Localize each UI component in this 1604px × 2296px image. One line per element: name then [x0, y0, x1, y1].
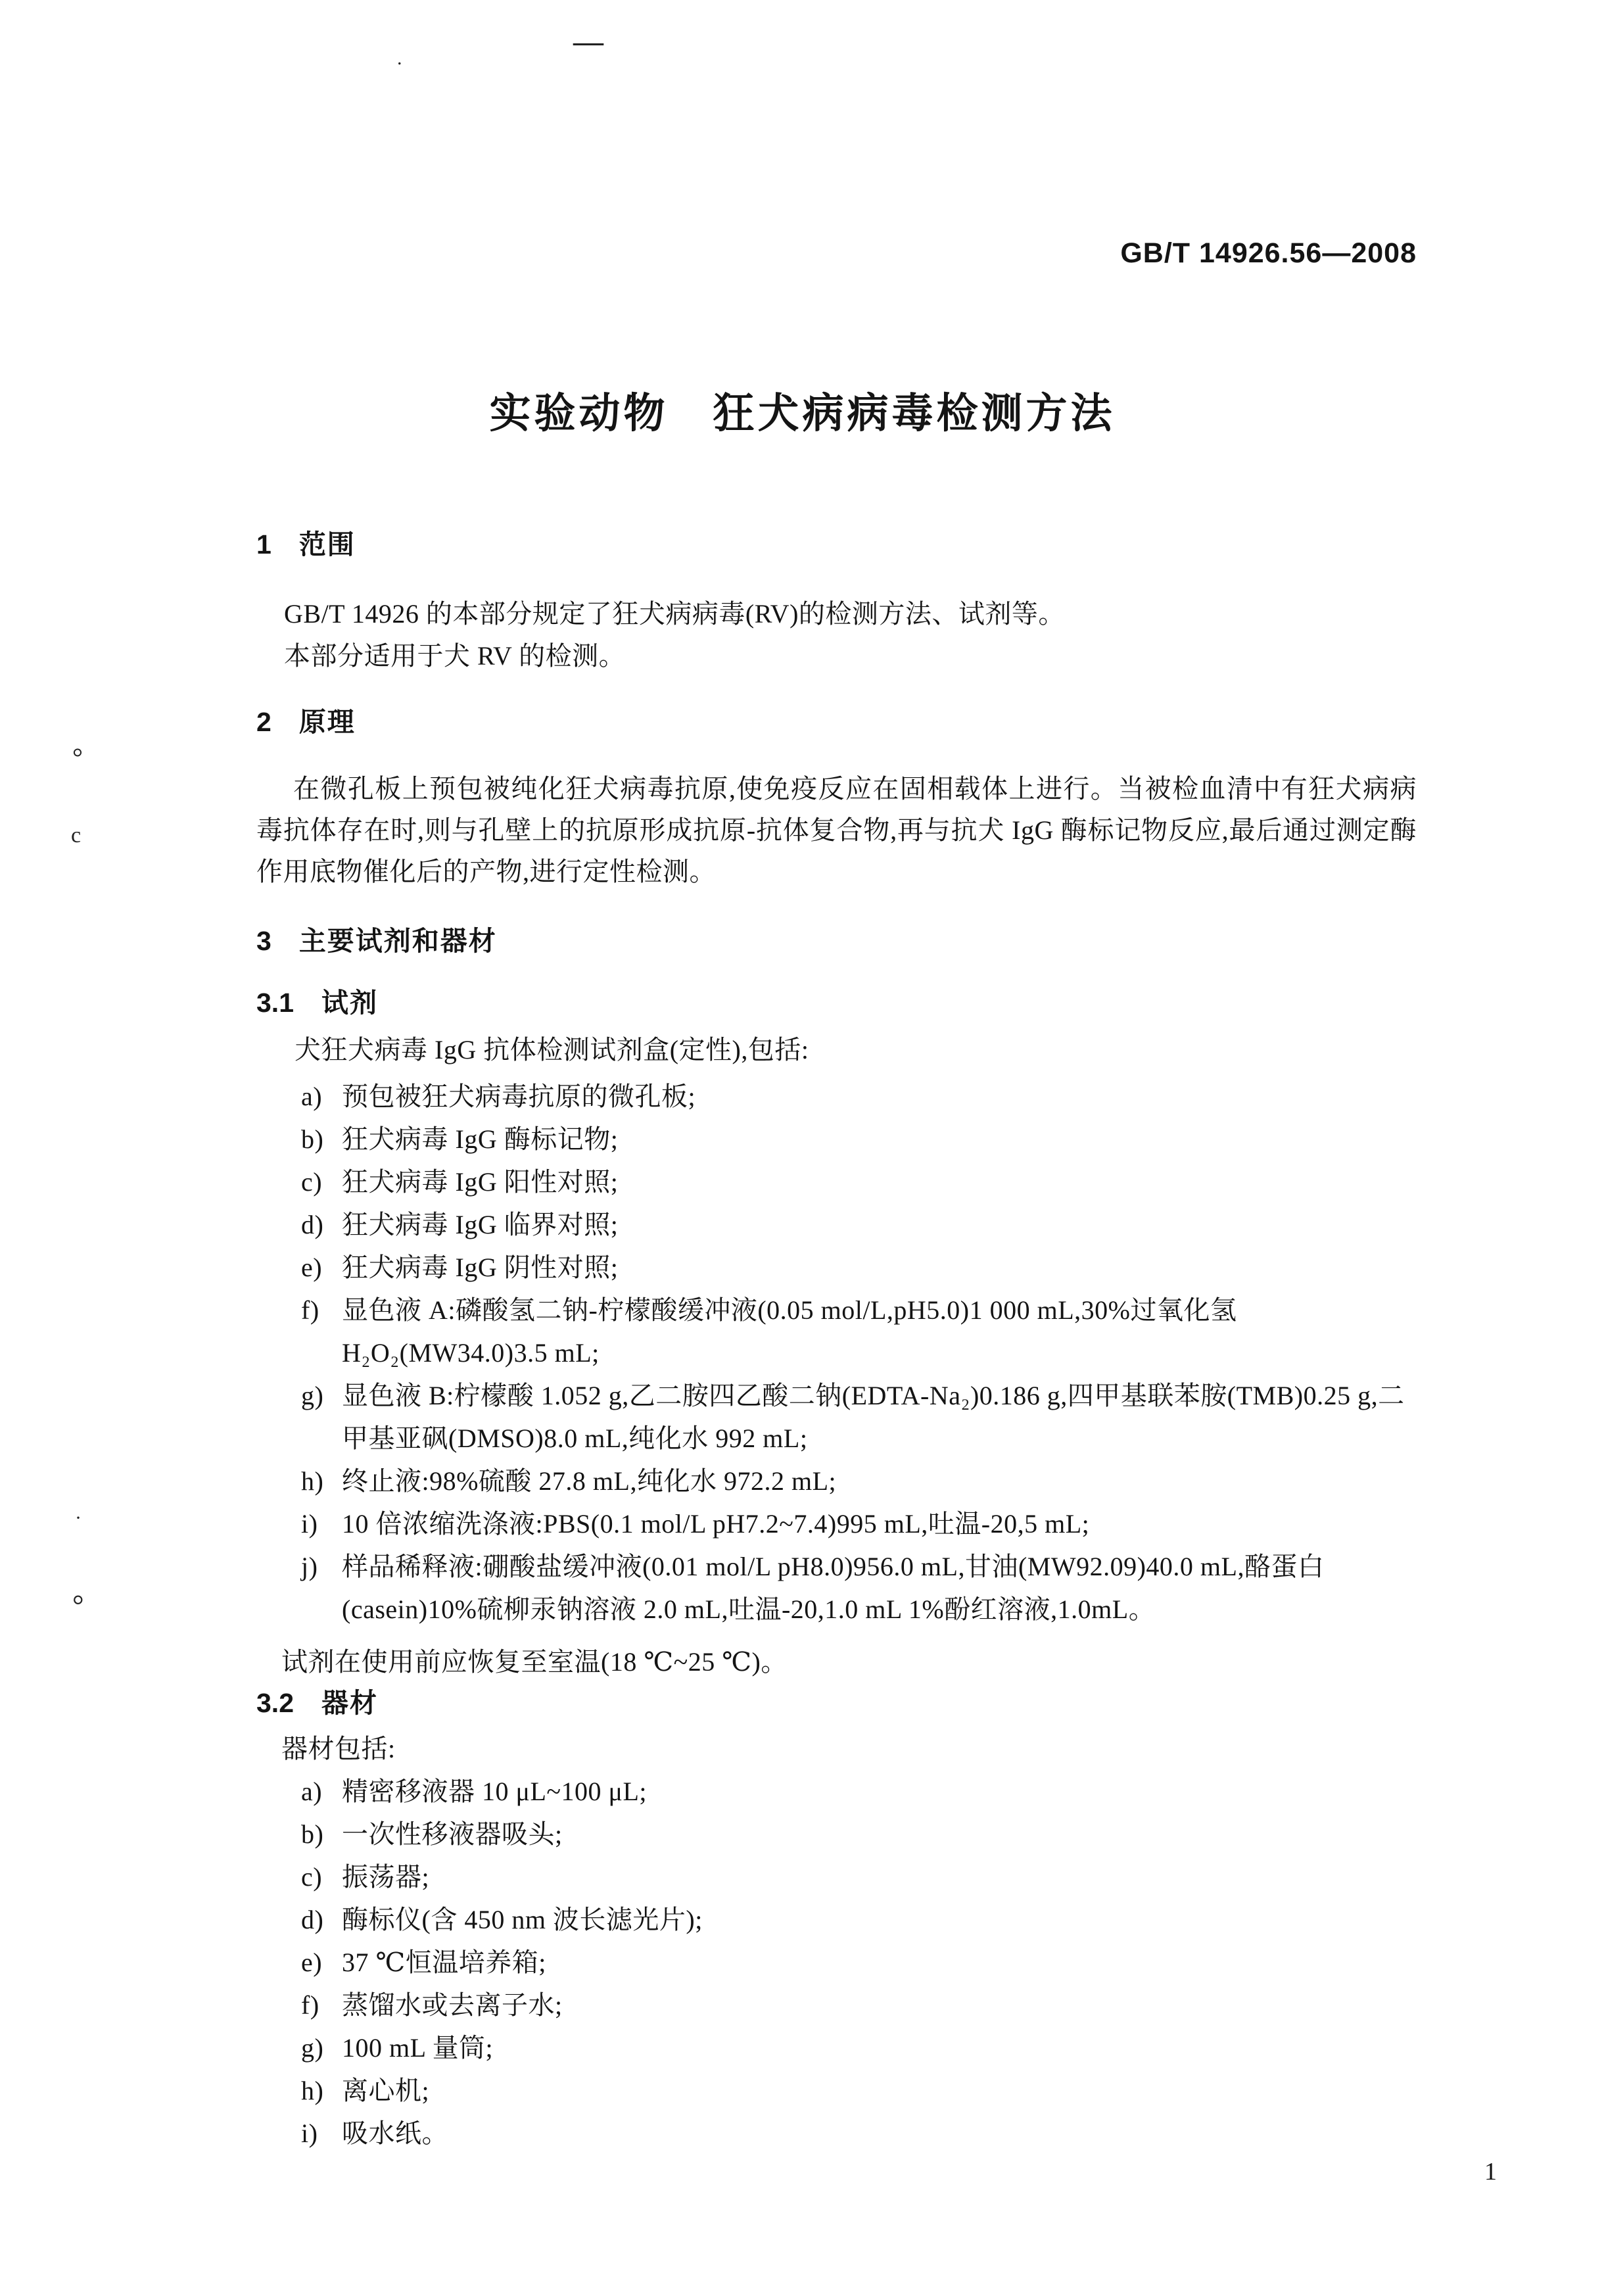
list-text: 狂犬病毒 IgG 酶标记物;: [342, 1124, 619, 1154]
list-letter: e): [301, 1253, 323, 1282]
list-letter: f): [301, 1295, 319, 1325]
equipment-list: [301, 1770, 1417, 2155]
list-letter: h): [301, 2076, 324, 2105]
list-text: 蒸馏水或去离子水;: [342, 1990, 563, 2020]
reagent-item: [301, 1545, 1417, 1631]
list-text: 精密移液器 10 μL~100 μL;: [342, 1777, 648, 1806]
page-number: 1: [1484, 2158, 1497, 2186]
equipment-item: [301, 1941, 1417, 1984]
page-content: [256, 0, 1417, 2155]
list-letter: c): [301, 1167, 323, 1197]
section-3-1-label: 试剂: [321, 988, 378, 1018]
list-letter: g): [301, 2033, 324, 2063]
reagent-item: [301, 1374, 1417, 1460]
reagent-list: [301, 1075, 1417, 1631]
reagent-note: 试剂在使用前应恢复至室温(18 ℃~25 ℃)。: [281, 1647, 788, 1677]
list-letter: h): [301, 1466, 324, 1496]
list-letter: b): [301, 1124, 324, 1154]
equipment-item: [301, 2026, 1417, 2069]
list-letter: i): [301, 2118, 318, 2148]
list-text: 样品稀释液:硼酸盐缓冲液(0.01 mol/L pH8.0)956.0 mL,甘油(MW92.09)40.0 mL,酪蛋白(casein)10%硫柳汞钠溶液 2.0 mL,吐温-20,1.0 mL 1%酚红溶液,1.0mL。: [342, 1552, 1325, 1624]
section-3-2-number: 3.2: [256, 1688, 294, 1718]
reagent-item: [301, 1502, 1417, 1545]
equipment-item: [301, 2112, 1417, 2155]
list-text: 吸水纸。: [342, 2118, 448, 2148]
section-3-1-number: 3.1: [256, 988, 294, 1018]
list-text: 显色液 B:柠檬酸 1.052 g,乙二胺四乙酸二钠(EDTA-Na₂)0.186 g,四甲基联苯胺(TMB)0.25 g,二甲基亚砜(DMSO)8.0 mL,纯化水 992 mL;: [342, 1381, 1405, 1453]
reagent-item: [301, 1160, 1417, 1203]
scan-artifact-ring-2: °: [72, 1589, 84, 1621]
equipment-item: [301, 1984, 1417, 2026]
section-1-label: 范围: [298, 529, 356, 560]
section-3-label: 主要试剂和器材: [298, 926, 497, 956]
list-letter: d): [301, 1210, 324, 1239]
list-letter: j): [301, 1552, 318, 1581]
scan-artifact-c: c: [71, 823, 82, 848]
equipment-item: [301, 1770, 1417, 1813]
list-text: 终止液:98%硫酸 27.8 mL,纯化水 972.2 mL;: [342, 1466, 837, 1496]
list-text: 100 mL 量筒;: [342, 2033, 494, 2063]
section-1-paragraph-1: GB/T 14926 的本部分规定了狂犬病病毒(RV)的检测方法、试剂等。: [284, 599, 1065, 629]
section-1-number: 1: [256, 529, 271, 560]
section-3-2-heading: [256, 1688, 1417, 1717]
section-1-heading: [256, 530, 1417, 559]
section-3-heading: [256, 926, 1417, 955]
list-letter: e): [301, 1948, 323, 1977]
reagent-item: [301, 1246, 1417, 1289]
section-1-paragraph-2: 本部分适用于犬 RV 的检测。: [284, 641, 626, 671]
list-text: 狂犬病毒 IgG 阴性对照;: [342, 1253, 619, 1282]
scan-artifact-dash: —: [573, 24, 603, 58]
reagent-item: [301, 1289, 1417, 1374]
reagent-item: [301, 1460, 1417, 1502]
list-text: 一次性移液器吸头;: [342, 1819, 563, 1849]
section-3-number: 3: [256, 926, 271, 956]
document-title: 实验动物 狂犬病病毒检测方法: [489, 391, 1116, 437]
standard-number: GB/T 14926.56—2008: [1120, 237, 1417, 269]
list-letter: c): [301, 1862, 323, 1892]
list-text: 酶标仪(含 450 nm 波长滤光片);: [342, 1905, 703, 1934]
list-letter: a): [301, 1777, 323, 1806]
equipment-item: [301, 1813, 1417, 1855]
section-2-label: 原理: [298, 707, 356, 737]
list-text: 狂犬病毒 IgG 临界对照;: [342, 1210, 619, 1239]
equipment-item: [301, 1855, 1417, 1898]
reagent-item: [301, 1118, 1417, 1160]
section-2-heading: [256, 707, 1417, 736]
section-3-1-heading: [256, 988, 1417, 1017]
section-1-body: [256, 593, 1417, 677]
section-2-number: 2: [256, 707, 271, 737]
reagent-item: [301, 1075, 1417, 1118]
section-2-paragraph: 在微孔板上预包被纯化狂犬病毒抗原,使免疫反应在固相载体上进行。当被检血清中有狂犬病病毒抗体存在时,则与孔壁上的抗原形成抗原-抗体复合物,再与抗犬 IgG 酶标记物反应,最后通过测定酶作用底物催化后的产物,进行定性检测。: [256, 774, 1417, 886]
equipment-intro: 器材包括:: [281, 1734, 396, 1763]
list-text: 狂犬病毒 IgG 阳性对照;: [342, 1167, 619, 1197]
list-text: 显色液 A:磷酸氢二钠-柠檬酸缓冲液(0.05 mol/L,pH5.0)1 000 mL,30%过氧化氢 H₂O₂(MW34.0)3.5 mL;: [342, 1295, 1237, 1368]
scan-artifact-dot: .: [397, 47, 402, 69]
reagent-intro: 犬狂犬病毒 IgG 抗体检测试剂盒(定性),包括:: [295, 1035, 809, 1064]
reagent-item: [301, 1203, 1417, 1246]
equipment-item: [301, 2069, 1417, 2112]
equipment-item: [301, 1898, 1417, 1941]
list-letter: b): [301, 1819, 324, 1849]
list-text: 离心机;: [342, 2076, 430, 2105]
scan-artifact-ring: °: [72, 742, 83, 772]
list-text: 预包被狂犬病毒抗原的微孔板;: [342, 1082, 696, 1111]
list-letter: i): [301, 1509, 318, 1539]
list-text: 10 倍浓缩洗涤液:PBS(0.1 mol/L pH7.2~7.4)995 mL,吐温-20,5 mL;: [342, 1509, 1090, 1539]
scan-artifact-dot-2: ·: [75, 1507, 82, 1529]
list-letter: a): [301, 1082, 323, 1111]
list-text: 37 ℃恒温培养箱;: [342, 1948, 546, 1977]
list-text: 振荡器;: [342, 1862, 430, 1892]
section-3-2-label: 器材: [321, 1688, 378, 1718]
list-letter: d): [301, 1905, 324, 1934]
list-letter: g): [301, 1381, 324, 1410]
list-letter: f): [301, 1990, 319, 2020]
